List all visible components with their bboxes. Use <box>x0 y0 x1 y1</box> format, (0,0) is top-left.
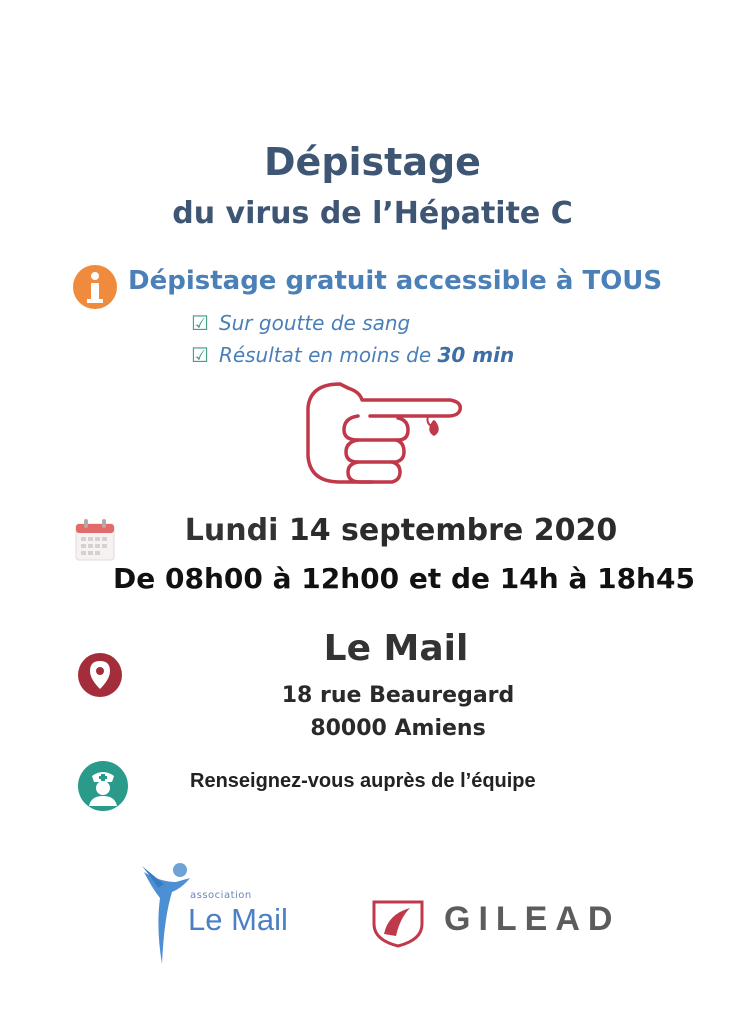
page-subtitle: du virus de l’Hépatite C <box>172 196 573 231</box>
headline-free-screening: Dépistage gratuit accessible à TOUS <box>128 266 663 296</box>
page-title: Dépistage <box>264 140 481 184</box>
event-date: Lundi 14 septembre 2020 <box>184 513 618 548</box>
association-le-mail-logo: association Le Mail <box>138 858 308 968</box>
gilead-logo: GILEAD <box>370 894 660 950</box>
finger-prick-icon <box>300 378 470 486</box>
event-hours: De 08h00 à 12h00 et de 14h à 18h45 <box>113 562 695 595</box>
nurse-team-icon <box>77 760 129 812</box>
venue-street: 18 rue Beauregard <box>281 683 515 708</box>
info-icon <box>72 264 118 310</box>
checkbox-icon: ☑ <box>191 311 209 335</box>
venue-city: 80000 Amiens <box>310 716 486 741</box>
checklist-item-blood-drop: ☑ Sur goutte de sang <box>191 311 411 335</box>
venue-name: Le Mail <box>323 628 469 669</box>
gilead-shield-icon <box>370 896 426 948</box>
checkbox-icon: ☑ <box>191 343 209 367</box>
checklist-item-result-time: ☑ Résultat en moins de 30 min <box>191 343 515 367</box>
info-team-text: Renseignez-vous auprès de l’équipe <box>190 770 536 792</box>
